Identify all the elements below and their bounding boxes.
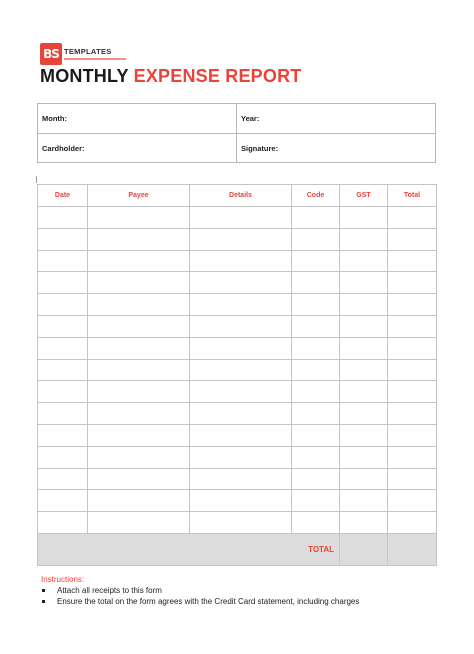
payee-cell[interactable] [88, 272, 190, 294]
header-details: Details [190, 185, 292, 207]
payee-cell[interactable] [88, 207, 190, 229]
table-row [38, 337, 437, 359]
gst-cell[interactable] [340, 424, 388, 446]
gst-cell[interactable] [340, 381, 388, 403]
payee-cell[interactable] [88, 468, 190, 490]
details-cell[interactable] [190, 381, 292, 403]
details-cell[interactable] [190, 228, 292, 250]
instructions-list [41, 585, 359, 607]
total-cell[interactable] [388, 403, 437, 425]
code-cell[interactable] [292, 359, 340, 381]
page-title [40, 66, 301, 87]
gst-cell[interactable] [340, 272, 388, 294]
date-cell[interactable] [38, 294, 88, 316]
logo [40, 43, 126, 65]
code-cell[interactable] [292, 381, 340, 403]
bullet-icon [42, 600, 45, 603]
details-cell[interactable] [190, 468, 292, 490]
details-cell[interactable] [190, 337, 292, 359]
total-cell[interactable] [388, 228, 437, 250]
signature-field[interactable]: Signature: [241, 144, 279, 153]
table-row [38, 468, 437, 490]
payee-cell[interactable] [88, 337, 190, 359]
total-cell[interactable] [388, 359, 437, 381]
date-cell[interactable] [38, 490, 88, 512]
table-row [38, 294, 437, 316]
year-field[interactable]: Year: [241, 114, 260, 123]
date-cell[interactable] [38, 468, 88, 490]
table-row [38, 228, 437, 250]
date-cell[interactable] [38, 381, 88, 403]
header-total: Total [388, 185, 437, 207]
payee-cell[interactable] [88, 512, 190, 534]
total-gst-cell[interactable] [340, 533, 388, 565]
info-row-2 [38, 133, 435, 163]
table-row [38, 359, 437, 381]
date-cell[interactable] [38, 359, 88, 381]
total-cell[interactable] [388, 446, 437, 468]
table-row [38, 446, 437, 468]
date-cell[interactable] [38, 337, 88, 359]
gst-cell[interactable] [340, 359, 388, 381]
info-row-1 [38, 104, 435, 133]
code-cell[interactable] [292, 250, 340, 272]
total-cell[interactable] [388, 381, 437, 403]
total-cell[interactable] [388, 207, 437, 229]
total-label: TOTAL [38, 533, 340, 565]
table-row [38, 315, 437, 337]
info-box [37, 103, 436, 163]
total-cell[interactable] [388, 272, 437, 294]
date-cell[interactable] [38, 228, 88, 250]
table-row [38, 512, 437, 534]
list-item [41, 596, 359, 607]
gst-cell[interactable] [340, 207, 388, 229]
total-row [38, 533, 437, 565]
logo-text [64, 48, 126, 61]
gst-cell[interactable] [340, 228, 388, 250]
code-cell[interactable] [292, 446, 340, 468]
payee-cell[interactable] [88, 359, 190, 381]
total-amount-cell[interactable] [388, 533, 437, 565]
details-cell[interactable] [190, 446, 292, 468]
table-row [38, 403, 437, 425]
total-cell[interactable] [388, 424, 437, 446]
gst-cell[interactable] [340, 468, 388, 490]
header-payee: Payee [88, 185, 190, 207]
header-gst: GST [340, 185, 388, 207]
payee-cell[interactable] [88, 250, 190, 272]
code-cell[interactable] [292, 403, 340, 425]
code-cell[interactable] [292, 424, 340, 446]
table-row [38, 381, 437, 403]
details-cell[interactable] [190, 315, 292, 337]
code-cell[interactable] [292, 228, 340, 250]
code-cell[interactable] [292, 294, 340, 316]
payee-cell[interactable] [88, 315, 190, 337]
table-row [38, 490, 437, 512]
total-cell[interactable] [388, 294, 437, 316]
bullet-icon [42, 589, 45, 592]
date-cell[interactable] [38, 315, 88, 337]
payee-cell[interactable] [88, 228, 190, 250]
date-cell[interactable] [38, 250, 88, 272]
total-cell[interactable] [388, 490, 437, 512]
date-cell[interactable] [38, 207, 88, 229]
logo-name: TEMPLATES [64, 46, 112, 56]
payee-cell[interactable] [88, 490, 190, 512]
code-cell[interactable] [292, 315, 340, 337]
payee-cell[interactable] [88, 446, 190, 468]
table-header-row [38, 185, 437, 207]
instructions [41, 574, 359, 607]
gst-cell[interactable] [340, 315, 388, 337]
code-cell[interactable] [292, 272, 340, 294]
date-cell[interactable] [38, 272, 88, 294]
date-cell[interactable] [38, 512, 88, 534]
gst-cell[interactable] [340, 403, 388, 425]
table-row [38, 207, 437, 229]
date-cell[interactable] [38, 424, 88, 446]
details-cell[interactable] [190, 424, 292, 446]
details-cell[interactable] [190, 207, 292, 229]
payee-cell[interactable] [88, 403, 190, 425]
instruction-text: Attach all receipts to this form [57, 586, 162, 595]
gst-cell[interactable] [340, 446, 388, 468]
month-field[interactable]: Month: [38, 104, 237, 133]
cardholder-field[interactable]: Cardholder: [38, 134, 237, 163]
header-code: Code [292, 185, 340, 207]
table-row [38, 272, 437, 294]
header-date: Date [38, 185, 88, 207]
details-cell[interactable] [190, 490, 292, 512]
code-cell[interactable] [292, 207, 340, 229]
total-cell[interactable] [388, 337, 437, 359]
details-cell[interactable] [190, 294, 292, 316]
crop-mark [36, 176, 37, 183]
payee-cell[interactable] [88, 381, 190, 403]
logo-tagline-mark [64, 58, 126, 60]
gst-cell[interactable] [340, 250, 388, 272]
logo-badge: BS [40, 43, 62, 65]
details-cell[interactable] [190, 403, 292, 425]
gst-cell[interactable] [340, 294, 388, 316]
title-part-1: MONTHLY [40, 66, 129, 86]
list-item [41, 585, 359, 596]
gst-cell[interactable] [340, 512, 388, 534]
total-cell[interactable] [388, 250, 437, 272]
instruction-text: Ensure the total on the form agrees with the Credit Card statement, including charges [57, 597, 360, 606]
date-cell[interactable] [38, 446, 88, 468]
total-cell[interactable] [388, 512, 437, 534]
title-part-2: EXPENSE REPORT [133, 66, 302, 86]
total-cell[interactable] [388, 468, 437, 490]
payee-cell[interactable] [88, 424, 190, 446]
date-cell[interactable] [38, 403, 88, 425]
details-cell[interactable] [190, 512, 292, 534]
gst-cell[interactable] [340, 337, 388, 359]
details-cell[interactable] [190, 272, 292, 294]
total-cell[interactable] [388, 315, 437, 337]
code-cell[interactable] [292, 490, 340, 512]
code-cell[interactable] [292, 337, 340, 359]
details-cell[interactable] [190, 359, 292, 381]
table-row [38, 250, 437, 272]
expense-table [37, 184, 437, 566]
code-cell[interactable] [292, 468, 340, 490]
table-row [38, 424, 437, 446]
gst-cell[interactable] [340, 490, 388, 512]
details-cell[interactable] [190, 250, 292, 272]
code-cell[interactable] [292, 512, 340, 534]
instructions-title: Instructions: [41, 575, 85, 584]
payee-cell[interactable] [88, 294, 190, 316]
